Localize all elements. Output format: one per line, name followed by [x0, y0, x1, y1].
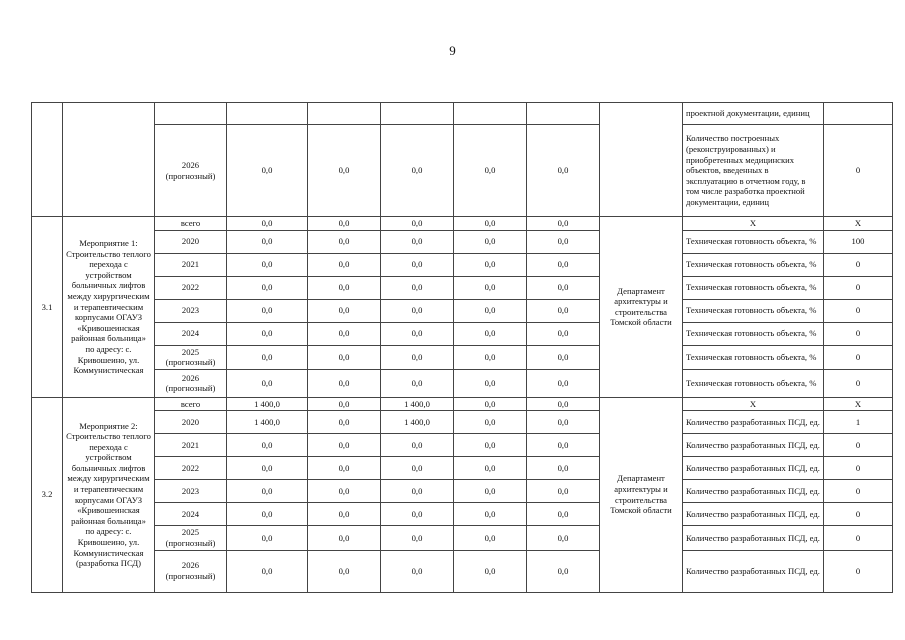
cell-value: 0,0: [227, 125, 308, 217]
cell-year: всего: [155, 217, 227, 231]
cell-value: 0,0: [454, 299, 527, 322]
cell-indicator: Техническая готовность объекта, %: [683, 276, 824, 299]
cell-indicator: Количество разработанных ПСД, ед.: [683, 434, 824, 457]
cell-measure-name: [63, 103, 155, 217]
cell-target: 0: [824, 480, 893, 503]
cell-value: 0,0: [308, 526, 381, 550]
cell-year: 2021: [155, 253, 227, 276]
table-row: [32, 397, 893, 411]
cell-indicator: Техническая готовность объекта, %: [683, 322, 824, 345]
cell-value: [527, 103, 600, 125]
cell-value: 0,0: [527, 457, 600, 480]
cell-value: 0,0: [227, 299, 308, 322]
cell-target: X: [824, 397, 893, 411]
cell-target: 0: [824, 345, 893, 369]
cell-value: 0,0: [227, 457, 308, 480]
cell-year: 2020: [155, 411, 227, 434]
cell-year: всего: [155, 397, 227, 411]
cell-target: 0: [824, 457, 893, 480]
cell-indicator: X: [683, 217, 824, 231]
cell-value: 0,0: [527, 345, 600, 369]
cell-indicator: Количество разработанных ПСД, ед.: [683, 411, 824, 434]
cell-number: [32, 103, 63, 217]
table-row: [32, 345, 893, 369]
cell-year: 2020: [155, 230, 227, 253]
cell-year: 2023: [155, 480, 227, 503]
cell-value: 0,0: [308, 322, 381, 345]
cell-value: [308, 103, 381, 125]
cell-value: 0,0: [454, 411, 527, 434]
cell-value: 0,0: [227, 434, 308, 457]
table-row: [32, 217, 893, 231]
cell-target: 0: [824, 526, 893, 550]
cell-year: 2022: [155, 276, 227, 299]
cell-value: 0,0: [527, 253, 600, 276]
cell-value: 0,0: [527, 125, 600, 217]
cell-value: 0,0: [527, 217, 600, 231]
cell-value: 0,0: [454, 276, 527, 299]
cell-measure-name: Мероприятие 2: Строительство теплого перехода с устройством больничных лифтов между хирургическим и терапевтическим корпусами ОГАУЗ «Кривошеинская районная больница» по адресу: с. Кривошеино, ул. Коммунистическая (разработка ПСД): [63, 397, 155, 592]
cell-value: 0,0: [527, 369, 600, 397]
cell-year: 2024: [155, 322, 227, 345]
cell-year: 2024: [155, 503, 227, 526]
cell-value: 0,0: [227, 322, 308, 345]
cell-target: 0: [824, 503, 893, 526]
cell-value: 0,0: [381, 526, 454, 550]
cell-value: 0,0: [227, 253, 308, 276]
cell-value: 0,0: [308, 480, 381, 503]
cell-target: 0: [824, 434, 893, 457]
cell-indicator: Количество построенных (реконструированных) и приобретенных медицинских объектов, введенных в эксплуатацию в отчетном году, в том числе разработка проектной документации, единиц: [683, 125, 824, 217]
table-row: [32, 103, 893, 125]
cell-value: 1 400,0: [227, 397, 308, 411]
table-row: [32, 457, 893, 480]
cell-value: 0,0: [227, 276, 308, 299]
cell-value: 0,0: [308, 434, 381, 457]
cell-indicator: Количество разработанных ПСД, ед.: [683, 457, 824, 480]
cell-target: 1: [824, 411, 893, 434]
cell-value: 0,0: [227, 550, 308, 592]
table-row: [32, 276, 893, 299]
cell-value: [454, 103, 527, 125]
cell-value: [227, 103, 308, 125]
cell-year: 2026 (прогнозный): [155, 125, 227, 217]
cell-value: 0,0: [454, 369, 527, 397]
cell-value: 0,0: [308, 503, 381, 526]
table-row: [32, 299, 893, 322]
cell-value: 0,0: [308, 253, 381, 276]
cell-value: 0,0: [381, 550, 454, 592]
cell-target: 100: [824, 230, 893, 253]
cell-value: 0,0: [527, 322, 600, 345]
cell-value: 0,0: [454, 253, 527, 276]
cell-value: 0,0: [308, 217, 381, 231]
table-row: [32, 322, 893, 345]
cell-value: 0,0: [454, 503, 527, 526]
table-row: [32, 411, 893, 434]
cell-target: 0: [824, 550, 893, 592]
cell-value: 0,0: [381, 230, 454, 253]
cell-value: 0,0: [308, 345, 381, 369]
cell-value: 0,0: [454, 125, 527, 217]
table-row: [32, 503, 893, 526]
cell-value: 0,0: [527, 397, 600, 411]
cell-value: 0,0: [227, 230, 308, 253]
cell-value: 0,0: [381, 480, 454, 503]
cell-executor: Департамент архитектуры и строительства Томской области: [600, 397, 683, 592]
cell-indicator: X: [683, 397, 824, 411]
cell-indicator: Техническая готовность объекта, %: [683, 299, 824, 322]
table-row: [32, 434, 893, 457]
cell-indicator: Количество разработанных ПСД, ед.: [683, 503, 824, 526]
page-number: 9: [449, 43, 456, 58]
cell-year: 2026 (прогнозный): [155, 369, 227, 397]
cell-value: 0,0: [527, 503, 600, 526]
cell-value: 0,0: [381, 503, 454, 526]
cell-value: 1 400,0: [381, 397, 454, 411]
cell-value: 0,0: [454, 230, 527, 253]
cell-year: 2021: [155, 434, 227, 457]
table-row: [32, 480, 893, 503]
cell-value: 0,0: [454, 457, 527, 480]
cell-year: 2026 (прогнозный): [155, 550, 227, 592]
cell-value: [381, 103, 454, 125]
cell-target: 0: [824, 125, 893, 217]
cell-year: 2022: [155, 457, 227, 480]
cell-executor: [600, 103, 683, 217]
cell-year: 2025 (прогнозный): [155, 345, 227, 369]
cell-measure-name: Мероприятие 1: Строительство теплого перехода с устройством больничных лифтов между хирургическим и терапевтическим корпусами ОГАУЗ «Кривошеинская районная больница» по адресу: с. Кривошеино, ул. Коммунистическая: [63, 217, 155, 398]
cell-number: 3.1: [32, 217, 63, 398]
cell-indicator: Техническая готовность объекта, %: [683, 230, 824, 253]
table-row: [32, 125, 893, 217]
cell-value: 0,0: [527, 230, 600, 253]
table-row: [32, 526, 893, 550]
cell-indicator: Количество разработанных ПСД, ед.: [683, 480, 824, 503]
cell-value: 0,0: [527, 411, 600, 434]
cell-value: 0,0: [454, 526, 527, 550]
cell-value: 0,0: [227, 480, 308, 503]
cell-indicator: Техническая готовность объекта, %: [683, 345, 824, 369]
cell-value: 0,0: [454, 345, 527, 369]
cell-value: 1 400,0: [227, 411, 308, 434]
cell-value: 0,0: [381, 457, 454, 480]
cell-value: 0,0: [308, 457, 381, 480]
cell-value: 0,0: [381, 276, 454, 299]
cell-indicator: Количество разработанных ПСД, ед.: [683, 550, 824, 592]
cell-value: 0,0: [308, 550, 381, 592]
cell-value: 0,0: [527, 276, 600, 299]
cell-number: 3.2: [32, 397, 63, 592]
cell-value: 0,0: [227, 503, 308, 526]
cell-value: 0,0: [454, 397, 527, 411]
cell-value: 0,0: [381, 299, 454, 322]
cell-value: 0,0: [527, 434, 600, 457]
cell-value: 0,0: [527, 299, 600, 322]
cell-value: 0,0: [454, 480, 527, 503]
table-row: [32, 369, 893, 397]
cell-value: 0,0: [381, 253, 454, 276]
cell-target: 0: [824, 299, 893, 322]
cell-value: 0,0: [227, 217, 308, 231]
cell-year: [155, 103, 227, 125]
cell-value: 0,0: [454, 550, 527, 592]
cell-value: 0,0: [308, 411, 381, 434]
cell-value: 0,0: [308, 299, 381, 322]
cell-indicator: Техническая готовность объекта, %: [683, 253, 824, 276]
table-row: [32, 550, 893, 592]
cell-value: 0,0: [381, 217, 454, 231]
cell-value: 0,0: [308, 230, 381, 253]
cell-value: 0,0: [227, 369, 308, 397]
cell-value: 0,0: [381, 434, 454, 457]
cell-executor: Департамент архитектуры и строительства Томской области: [600, 217, 683, 398]
cell-value: 0,0: [227, 526, 308, 550]
cell-value: 0,0: [308, 369, 381, 397]
cell-indicator: проектной документации, единиц: [683, 103, 824, 125]
cell-target: 0: [824, 322, 893, 345]
cell-value: 0,0: [454, 434, 527, 457]
table-row: [32, 230, 893, 253]
table-row: [32, 253, 893, 276]
cell-value: 0,0: [527, 480, 600, 503]
cell-value: 0,0: [381, 125, 454, 217]
program-measures-table: [31, 102, 893, 593]
cell-year: 2023: [155, 299, 227, 322]
cell-target: 0: [824, 369, 893, 397]
cell-value: 0,0: [381, 369, 454, 397]
cell-indicator: Техническая готовность объекта, %: [683, 369, 824, 397]
cell-target: [824, 103, 893, 125]
cell-value: 0,0: [308, 276, 381, 299]
cell-target: 0: [824, 253, 893, 276]
cell-target: 0: [824, 276, 893, 299]
cell-value: 1 400,0: [381, 411, 454, 434]
cell-value: 0,0: [381, 345, 454, 369]
cell-value: 0,0: [227, 345, 308, 369]
cell-value: 0,0: [527, 526, 600, 550]
cell-indicator: Количество разработанных ПСД, ед.: [683, 526, 824, 550]
cell-target: X: [824, 217, 893, 231]
cell-value: 0,0: [308, 125, 381, 217]
cell-value: 0,0: [381, 322, 454, 345]
cell-value: 0,0: [527, 550, 600, 592]
cell-year: 2025 (прогнозный): [155, 526, 227, 550]
cell-value: 0,0: [454, 322, 527, 345]
cell-value: 0,0: [454, 217, 527, 231]
cell-value: 0,0: [308, 397, 381, 411]
